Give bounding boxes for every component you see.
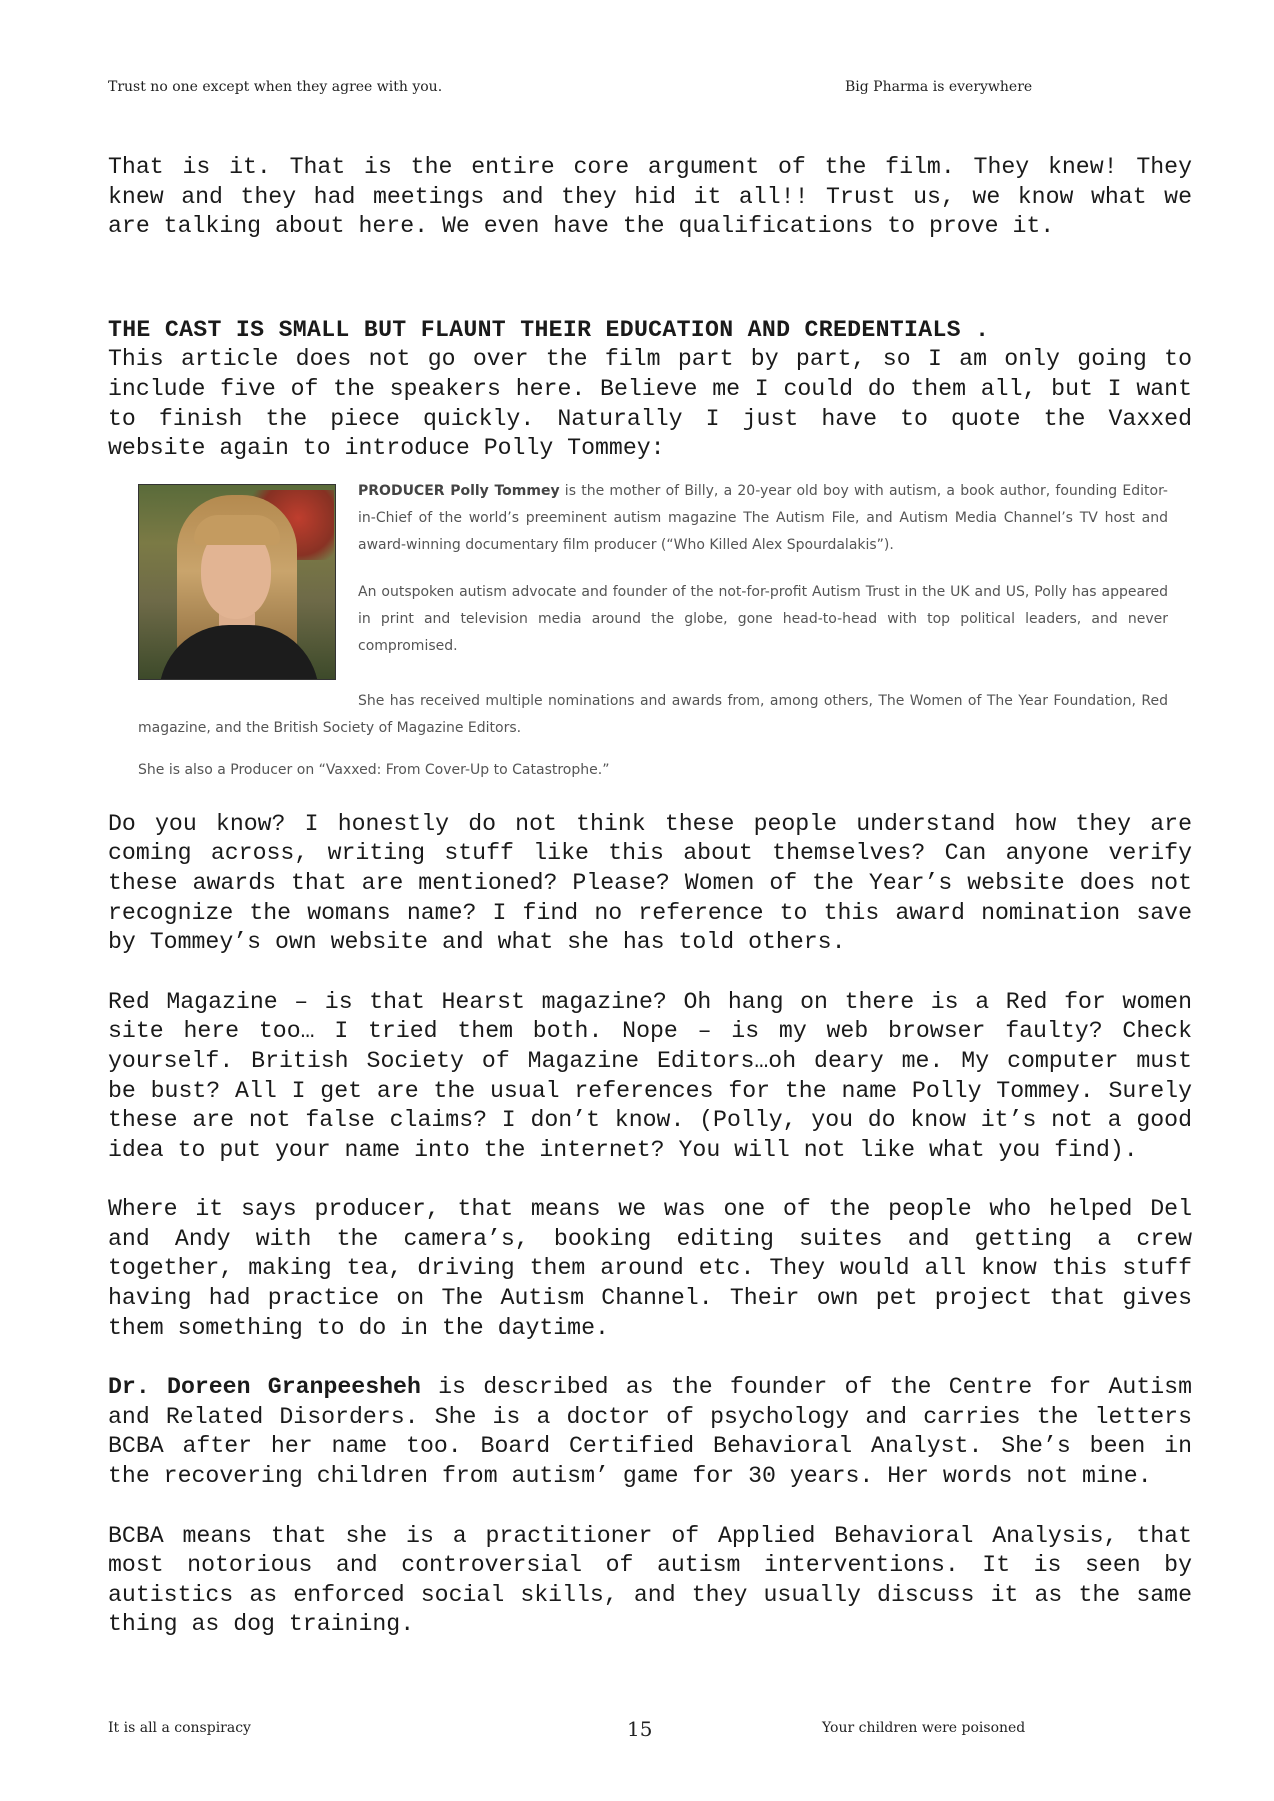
polly-tommey-photo xyxy=(138,484,336,680)
quote-paragraph-2: An outspoken autism advocate and founder of the not-for-profit Autism Trust in the UK and US, Polly has appeared in print and television media around the globe, gone head-to-head with top political leaders, and never compromised. xyxy=(358,583,1168,654)
paragraph-bcba: BCBA means that she is a practitioner of Applied Behavioral Analysis, that most notorious and controversial of autism interventions. It is seen by autistics as enforced social skills, and they usually discuss it as the same thing as dog training. xyxy=(108,1522,1192,1638)
speaker-name: Dr. Doreen Granpeesheh xyxy=(108,1374,421,1401)
running-header-left: Trust no one except when they agree with you. xyxy=(108,79,443,95)
running-footer-left: It is all a conspiracy xyxy=(108,1720,251,1736)
page-number: 15 xyxy=(627,1717,653,1741)
article-body xyxy=(108,153,1192,1640)
paragraph-producer-meaning: Where it says producer, that means we was one of the people who helped Del and Andy with the camera’s, booking editing suites and getting a crew together, making tea, driving them around etc. They would all know this stuff having had practice on The Autism Channel. Their own pet project that gives them something to do in the daytime. xyxy=(108,1196,1192,1341)
paragraph-doreen-text: is described as the founder of the Centre for Autism and Related Disorders. She is a doctor of psychology and carries the letters BCBA after her name too. Board Certified Behavioral Analyst. She’s been in the recovering children from autism’ game for 30 years. Her words not mine. xyxy=(108,1374,1193,1490)
paragraph-red-magazine: Red Magazine – is that Hearst magazine? Oh hang on there is a Red for women site here too… I tried them both. Nope – is my web browser faulty? Check yourself. British Society of Magazine Editors…oh deary me. My computer must be bust? All I get are the usual references for the name Polly Tommey. Surely these are not false claims? I don’t know. (Polly, you do know it’s not a good idea to put your name into the internet? You will not like what you find). xyxy=(108,988,1192,1163)
quote-bold-lead: PRODUCER Polly Tommey xyxy=(358,482,560,499)
section-heading: THE CAST IS SMALL BUT FLAUNT THEIR EDUCATION AND CREDENTIALS . xyxy=(108,316,990,343)
paragraph-core-argument: That is it. That is the entire core argument of the film. They knew! They knew and they had meetings and they hid it all!! Trust us, we know what we are talking about here. We even have the qualifications to prove it. xyxy=(108,154,1192,240)
paragraph-doreen-granpeesheh xyxy=(108,1373,1192,1491)
running-header-right: Big Pharma is everywhere xyxy=(845,79,1033,95)
website-quote-block xyxy=(138,478,1168,784)
quote-paragraph-1 xyxy=(358,478,1168,559)
paragraph-intro-speakers: This article does not go over the film part by part, so I am only going to include five of the speakers here. Believe me I could do them all, but I want to finish the piece quickly. Naturally I just have to quote the Vaxxed website again to introduce Polly Tommey: xyxy=(108,346,1192,462)
quote-paragraph-4: She is also a Producer on “Vaxxed: From Cover-Up to Catastrophe.” xyxy=(138,761,610,778)
paragraph-verify-awards: Do you know? I honestly do not think these people understand how they are coming across, writing stuff like this about themselves? Can anyone verify these awards that are mentioned? Please? Women of the Year’s website does not recognize the womans name? I find no reference to this award nomination save by Tommey’s own website and what she has told others. xyxy=(108,810,1192,956)
quote-paragraph-1-text: is the mother of Billy, a 20-year old boy with autism, a book author, founding Editor-in-Chief of the world’s preeminent autism magazine The Autism File, and Autism Media Channel’s TV host and award-winning documentary film producer (“Who Killed Alex Spourdalakis”). xyxy=(358,482,1168,553)
quote-paragraph-3: She has received multiple nominations and awards from, among others, The Women of The Year Foundation, Red magazine, and the British Society of Magazine Editors. xyxy=(138,692,1168,736)
running-footer-right: Your children were poisoned xyxy=(822,1720,1026,1736)
